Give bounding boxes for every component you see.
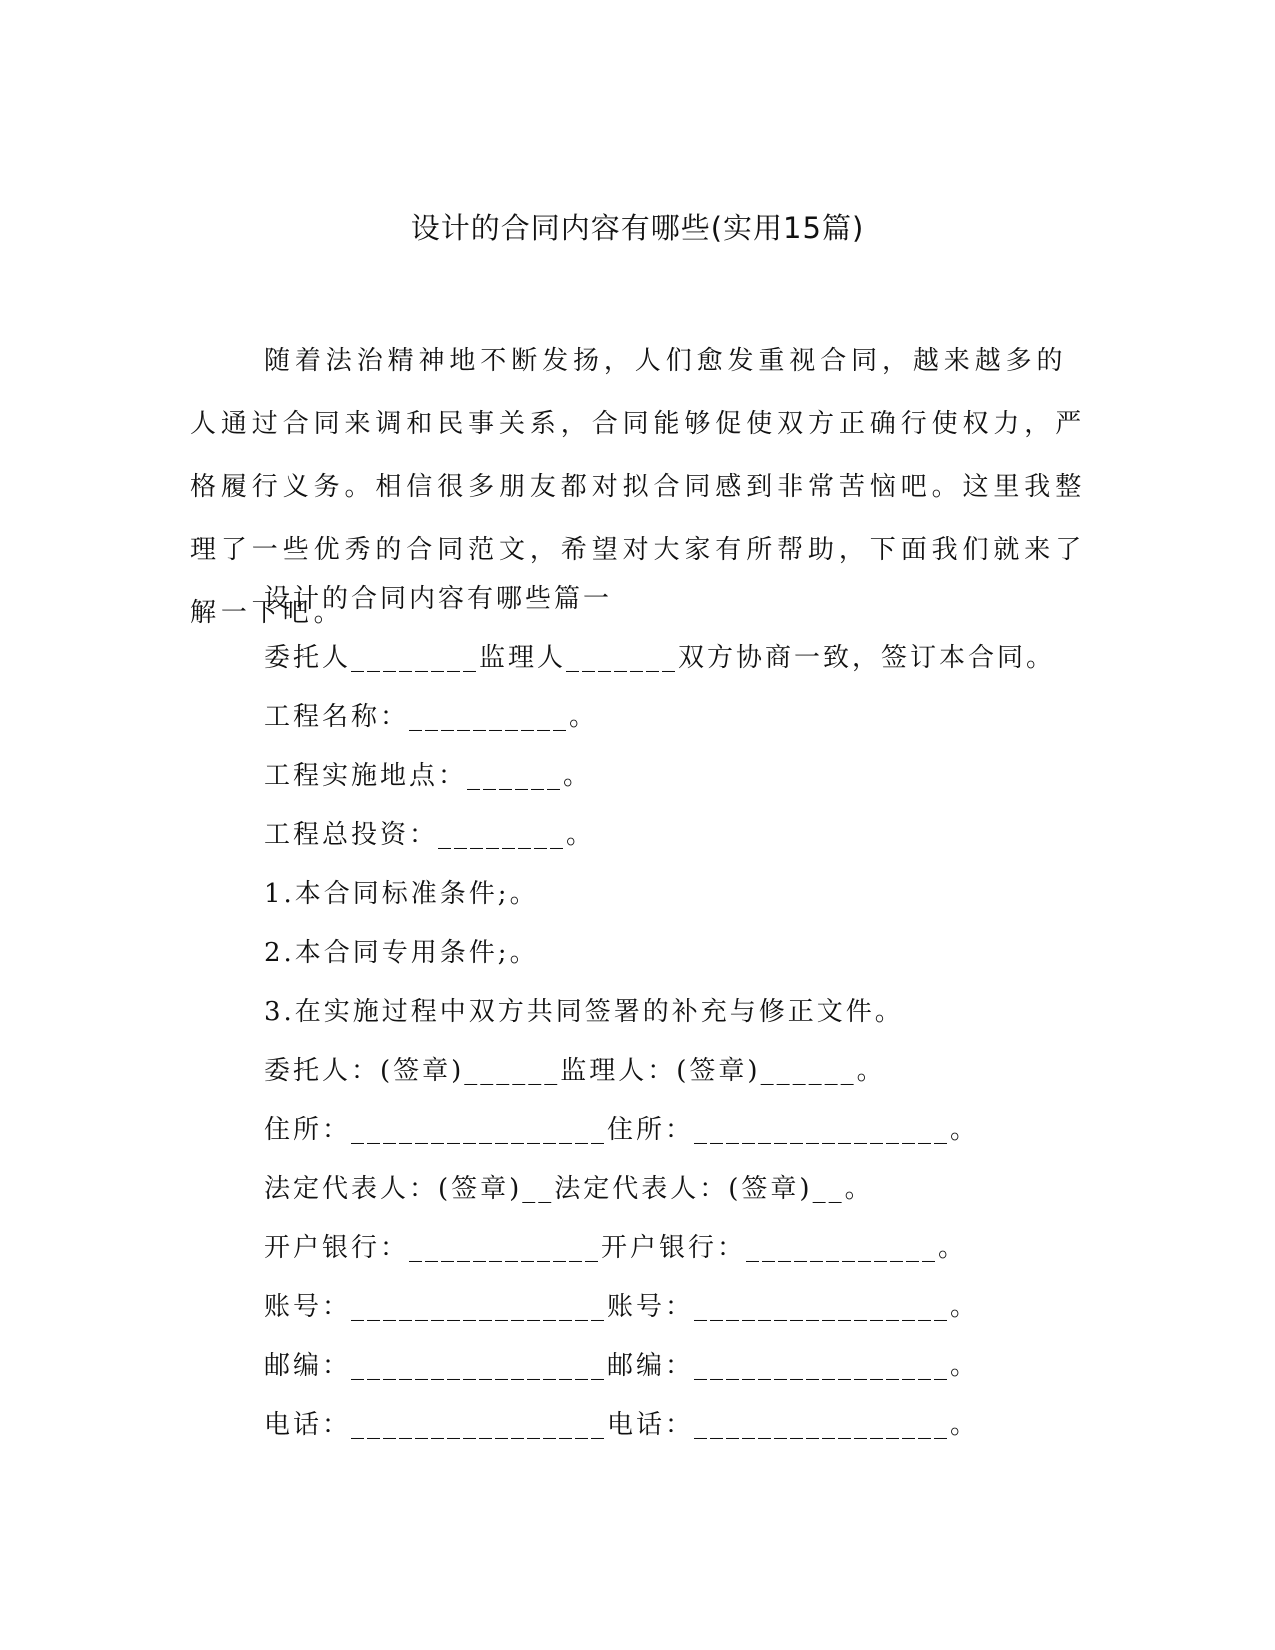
parties-line: 委托人________监理人_______双方协商一致，签订本合同。 [264, 643, 1056, 673]
project-name-line: 工程名称：__________。 [264, 702, 599, 732]
clause-3: 3.在实施过程中双方共同签署的补充与修正文件。 [264, 997, 904, 1027]
bank-line: 开户银行：____________开户银行：____________。 [264, 1233, 968, 1263]
project-location-line: 工程实施地点：______。 [264, 761, 593, 791]
section-heading: 设计的合同内容有哪些篇一 [264, 584, 613, 614]
intro-paragraph: 随着法治精神地不断发扬，人们愈发重视合同，越来越多的人通过合同来调和民事关系，合同能够促使双方正确行使权力，严格履行义务。相信很多朋友都对拟合同感到非常苦恼吧。这里我整理了一些优秀的合同范文，希望对大家有所帮助，下面我们就来了解一下吧。 [190, 346, 1087, 628]
signature-line: 委托人：(签章)______监理人：(签章)______。 [264, 1056, 886, 1086]
account-line: 账号：________________账号：________________。 [264, 1292, 980, 1322]
address-line: 住所：________________住所：________________。 [264, 1115, 980, 1145]
clause-2: 2.本合同专用条件;。 [264, 938, 539, 968]
phone-line: 电话：________________电话：________________。 [264, 1410, 980, 1440]
postcode-line: 邮编：________________邮编：________________。 [264, 1351, 980, 1381]
clause-1: 1.本合同标准条件;。 [264, 879, 539, 909]
project-investment-line: 工程总投资：________。 [264, 820, 596, 850]
legal-representative-line: 法定代表人：(签章)__法定代表人：(签章)__。 [264, 1174, 874, 1204]
document-title: 设计的合同内容有哪些(实用15篇) [410, 211, 865, 245]
